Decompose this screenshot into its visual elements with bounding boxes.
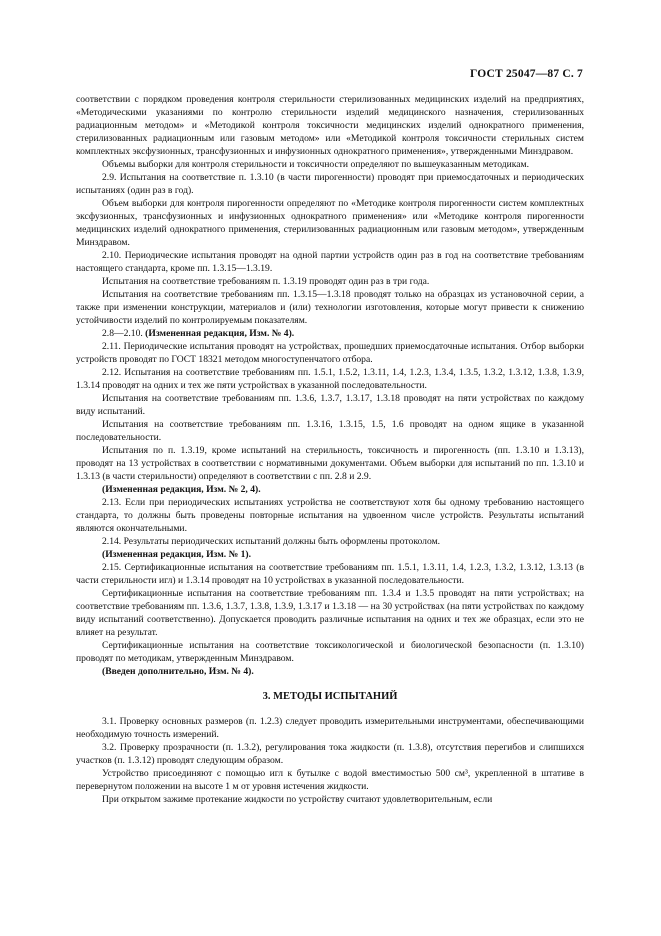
- paragraph: Сертификационные испытания на соответствие токсикологической и биологической безопасности (п. 1.3.10) проводят по методикам, утвержденным Минздравом.: [76, 640, 584, 664]
- paragraph: Объемы выборки для контроля стерильности и токсичности определяют по вышеуказанным методикам.: [102, 159, 529, 170]
- paragraph: 2.11. Периодические испытания проводят на устройствах, прошедших приемосдаточные испытания. Отбор выборки устройств проводят по ГОСТ 18321 методом многоступенчатого отбора.: [76, 341, 584, 365]
- paragraph: 3.2. Проверку прозрачности (п. 1.3.2), регулирования тока жидкости (п. 1.3.8), отсутствия перегибов и слипшихся участков (п. 1.3.12) проводят следующим образом.: [76, 742, 584, 766]
- paragraph: При открытом зажиме протекание жидкости по устройству считают удовлетворительным, если: [102, 794, 493, 805]
- paragraph: Испытания на соответствие требованиям пп. 1.3.15—1.3.18 проводят только на образцах из установочной серии, а также при изменении конструкции, материалов и (или) технологии изготовления, которые могут привести к снижению устойчивости изделий по контролируемым показателям.: [76, 289, 584, 326]
- amendment-note: (Измененная редакция, Изм. № 1).: [102, 549, 252, 560]
- paragraph: Испытания на соответствие требованиям п. 1.3.19 проводят один раз в три года.: [102, 276, 430, 287]
- section-heading: 3. МЕТОДЫ ИСПЫТАНИЙ: [262, 691, 398, 702]
- amendment-note: [76, 327, 584, 340]
- paragraph: 2.15. Сертификационные испытания на соответствие требованиям пп. 1.5.1, 1.3.11, 1.4, 1.2.3, 1.3.2, 1.3.12, 1.3.13 (в части стерильности игл) и 1.3.14 проводят на 10 устройствах в указанной последовательности.: [76, 562, 584, 586]
- clause-ref: 2.8—2.10.: [102, 328, 146, 339]
- paragraph: 2.14. Результаты периодических испытаний должны быть оформлены протоколом.: [102, 536, 441, 547]
- amendment-note: (Измененная редакция, Изм. № 2, 4).: [102, 484, 261, 495]
- paragraph: соответствии с порядком проведения контроля стерильности стерилизованных медицинских изделий на предприятиях, «Методическими указаниями по контролю стерильности изделий медицинского назначения, стерилизованных радиационным методом» и «Методикой контроля токсичности медицинских изделий однократного применения, стерилизованных радиационным или газовым методом» или «Методикой контроля токсичности стерильных систем комплектных эксфузионных, трансфузионных и инфузионных однократного применения», утвержденными Минздравом.: [76, 94, 584, 157]
- paragraph: 2.12. Испытания на соответствие требованиям пп. 1.5.1, 1.5.2, 1.3.11, 1.4, 1.2.3, 1.3.4, 1.3.5, 1.3.2, 1.3.12, 1.3.8, 1.3.9, 1.3.14 проводят на одних и тех же пяти устройствах в указанной последовательности.: [76, 367, 584, 391]
- amendment-note: (Введен дополнительно, Изм. № 4).: [102, 666, 254, 677]
- page-header: ГОСТ 25047—87 С. 7: [470, 68, 583, 80]
- paragraph: Устройство присоединяют с помощью игл к бутылке с водой вместимостью 500 см³, укрепленной в штативе в перевернутом положении на высоте 1 м от уровня истечения жидкости.: [76, 768, 584, 792]
- document-body: [76, 93, 584, 806]
- paragraph: 2.13. Если при периодических испытаниях устройства не соответствуют хотя бы одному требованию настоящего стандарта, то должны быть проведены повторные испытания на удвоенном числе устройств. Результаты испытаний являются окончательными.: [76, 497, 584, 534]
- paragraph: Объем выборки для контроля пирогенности определяют по «Методике контроля пирогенности систем комплектных эксфузионных, трансфузионных и инфузионных однократного применения» или «Методике контроля пирогенности медицинских изделий однократного применения, стерилизованных радиационным или газовым методом», утвержденным Минздравом.: [76, 198, 584, 248]
- paragraph: 3.1. Проверку основных размеров (п. 1.2.3) следует проводить измерительными инструментами, обеспечивающими необходимую точность измерений.: [76, 716, 584, 740]
- paragraph: Сертификационные испытания на соответствие требованиям пп. 1.3.4 и 1.3.5 проводят на пяти устройствах; на соответствие требованиям пп. 1.3.6, 1.3.7, 1.3.8, 1.3.9, 1.3.17 и 1.3.18 — на 30 устройствах (на пяти устройствах по каждому виду испытаний соответственно). Допускается проводить различные испытания на одних и тех же образцах, если это не влияет на результат.: [76, 588, 584, 638]
- paragraph: Испытания по п. 1.3.19, кроме испытаний на стерильность, токсичность и пирогенность (пп. 1.3.10 и 1.3.13), проводят на 13 устройствах в соответствии с нормативными документами. Объем выборки для испытаний по пп. 1.3.10 и 1.3.13 (в части стерильности) определяют в соответствии с пп. 2.8 и 2.9.: [76, 445, 584, 482]
- paragraph: 2.9. Испытания на соответствие п. 1.3.10 (в части пирогенности) проводят при приемосдаточных и периодических испытаниях (один раз в год).: [76, 172, 584, 196]
- paragraph: Испытания на соответствие требованиям пп. 1.3.16, 1.3.15, 1.5, 1.6 проводят на одном ящике в указанной последовательности.: [76, 419, 584, 443]
- paragraph: 2.10. Периодические испытания проводят на одной партии устройств один раз в год на соответствие требованиям настоящего стандарта, кроме пп. 1.3.15—1.3.19.: [76, 250, 584, 274]
- amendment-label: (Измененная редакция, Изм. № 4).: [145, 328, 295, 339]
- paragraph: Испытания на соответствие требованиям пп. 1.3.6, 1.3.7, 1.3.17, 1.3.18 проводят на пяти устройствах по каждому виду испытаний.: [76, 393, 584, 417]
